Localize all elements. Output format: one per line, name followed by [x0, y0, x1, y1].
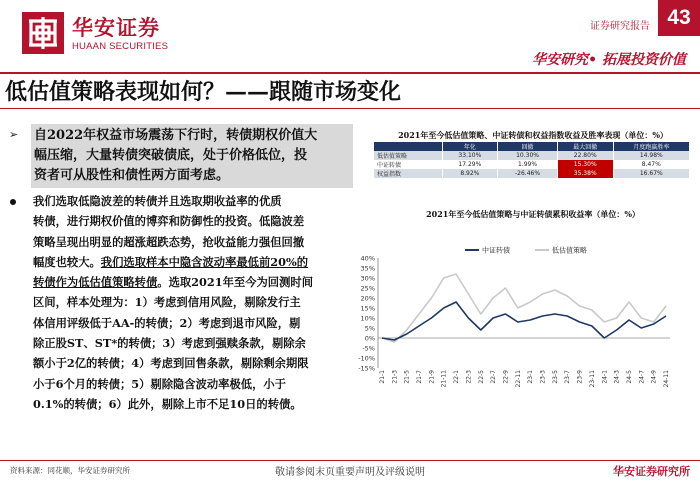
company-logo [22, 12, 172, 54]
header-tagline: 华安研究• 拓展投资价值 [532, 52, 686, 68]
table-header-cell: 年化 [442, 142, 498, 151]
header-divider [0, 72, 700, 74]
table-cell-highlighted: 35.38% [557, 169, 613, 178]
table-cell-highlighted: 15.30% [557, 160, 613, 169]
table-cell: 22.80% [557, 151, 613, 160]
table-row [374, 151, 690, 160]
x-tick-label: 24-5 [625, 370, 633, 384]
body-line: 0.1%的转债；6）此外，剔除上市不足10日的转债。 [33, 396, 302, 411]
body-text: 。选取2021年至今为回测时间 [157, 275, 313, 290]
table-header-row [374, 142, 690, 151]
data-source-note: 资料来源：同花顺，华安证券研究所 [10, 466, 130, 475]
x-tick-label: 21-1 [379, 370, 386, 384]
y-tick-label: 25% [360, 284, 375, 293]
x-tick-label: 24-9 [650, 370, 658, 384]
x-tick-label: 23-3 [539, 370, 547, 384]
underlined-text: 转债作为低估值策略转债 [33, 275, 158, 290]
body-line: 除正股ST、ST*的转债；3）考虑到强赎条款，剔除余 [33, 336, 306, 351]
body-line [33, 272, 358, 292]
return-line-chart [340, 228, 690, 393]
y-tick-label: -10% [358, 354, 375, 363]
x-tick-label: 22-5 [477, 370, 485, 384]
highlight-line: 幅压缩，大量转债突破债底，处于价格低位，投 [34, 148, 308, 163]
x-tick-label: 24-1 [601, 370, 609, 384]
page-title: 低估值策略表现如何？——跟随市场变化 [5, 79, 402, 105]
body-line [33, 252, 358, 272]
x-tick-label: 24-3 [613, 370, 621, 384]
legend-label: 低估值策略 [552, 246, 587, 255]
table-cell: 16.67% [613, 169, 689, 178]
table-row [374, 160, 690, 169]
x-tick-label: 21-7 [416, 370, 424, 384]
x-tick-label: 24-7 [638, 370, 646, 384]
body-line: 小于6个月的转债；5）剔除隐含波动率极低，小于 [33, 376, 286, 391]
y-tick-label: -5% [362, 344, 375, 353]
seal-icon [22, 12, 64, 54]
x-tick-label: 22-1 [453, 370, 461, 384]
body-line: 我们选取低隐波差的转债并且选取期收益率的优质 [33, 194, 282, 208]
table-cell: 8.47% [613, 160, 689, 169]
y-tick-label: 15% [360, 304, 375, 313]
x-tick-label: 23-5 [551, 370, 559, 384]
x-tick-label: 22-11 [514, 370, 522, 388]
body-line: 策略呈现出明显的超涨超跌态势，抢收益能力强但回撤 [33, 234, 305, 249]
y-tick-label: 10% [360, 314, 375, 323]
x-tick-label: 21-11 [440, 370, 448, 388]
logo-english-name: HUAAN SECURITIES [72, 41, 169, 52]
table-cell: 33.10% [442, 151, 498, 160]
logo-chinese-name: 华安证券 [72, 15, 160, 40]
legend-label: 中证转债 [482, 246, 510, 255]
y-tick-label: 5% [364, 324, 375, 333]
underlined-text: 我们选取样本中隐含波动率最低前20%的 [100, 254, 309, 269]
highlight-box [31, 124, 353, 188]
dot-bullet-icon [10, 199, 16, 205]
body-line: 区间，样本处理为：1）考虑到信用风险，剔除发行主 [33, 295, 301, 310]
table-cell: 14.98% [613, 151, 689, 160]
body-line: 额小于2亿的转债；4）考虑到回售条款，剔除剩余期限 [33, 356, 309, 371]
table-header-cell: 月度跑赢胜率 [613, 142, 689, 151]
page-number: 43 [658, 0, 700, 36]
table-header-cell: 最大回撤 [557, 142, 613, 151]
body-line: 转债，进行期权价值的博弈和防御性的投资。低隐波差 [33, 214, 305, 229]
x-tick-label: 21-5 [403, 370, 411, 384]
arrow-bullet-icon: ➢ [9, 128, 19, 141]
title-divider [0, 108, 700, 109]
disclaimer-link[interactable]: 敬请参阅末页重要声明及评级说明 [275, 467, 425, 478]
x-tick-label: 23-9 [576, 370, 584, 384]
x-tick-label: 22-3 [465, 370, 473, 384]
footer-brand: 华安证券研究所 [613, 465, 690, 478]
y-tick-label: 30% [360, 274, 375, 283]
x-tick-label: 23-11 [588, 370, 596, 388]
x-tick-label: 21-9 [428, 370, 436, 384]
highlight-line: 自2022年权益市场震荡下行时，转债期权价值大 [34, 128, 318, 143]
table-cell: 17.29% [442, 160, 498, 169]
body-line: 体信用评级低于AA-的转债；2）考虑到退市风险，剔 [33, 315, 301, 330]
y-tick-label: -15% [358, 364, 375, 373]
table-row [374, 169, 690, 178]
y-tick-label: 20% [360, 294, 375, 303]
highlight-line: 资者可从股性和债性两方面考虑。 [34, 168, 230, 183]
y-tick-label: 40% [360, 254, 375, 263]
table-header-cell: 回撤 [498, 142, 558, 151]
x-tick-label: 23-7 [564, 370, 572, 384]
x-tick-label: 22-9 [502, 370, 510, 384]
series-line [382, 274, 666, 342]
table-cell: 低估值策略 [374, 151, 442, 160]
x-tick-label: 24-11 [663, 370, 670, 388]
y-tick-label: 35% [360, 264, 375, 273]
footer-divider [0, 460, 700, 461]
x-tick-label: 21-3 [391, 370, 399, 384]
table-title: 2021年至今低估值策略、中证转债和权益指数收益及胜率表现（单位：%） [398, 130, 668, 140]
table-cell: 1.99% [498, 160, 558, 169]
y-tick-label: 0% [364, 334, 375, 343]
report-series-label: 证券研究报告 [590, 21, 650, 32]
body-paragraph [33, 191, 358, 414]
x-tick-label: 22-7 [490, 370, 498, 384]
table-cell: 10.30% [498, 151, 558, 160]
table-cell: -26.46% [498, 169, 558, 178]
body-text: 幅度也较大。 [33, 254, 101, 269]
table-cell: 中证转债 [374, 160, 442, 169]
chart-title: 2021年至今低估值策略与中证转债累积收益率（单位：%） [426, 209, 640, 219]
table-cell: 权益指数 [374, 169, 442, 178]
table-header-cell [374, 142, 442, 151]
performance-table [374, 142, 690, 178]
table-cell: 8.92% [442, 169, 498, 178]
x-tick-label: 23-1 [527, 370, 535, 384]
